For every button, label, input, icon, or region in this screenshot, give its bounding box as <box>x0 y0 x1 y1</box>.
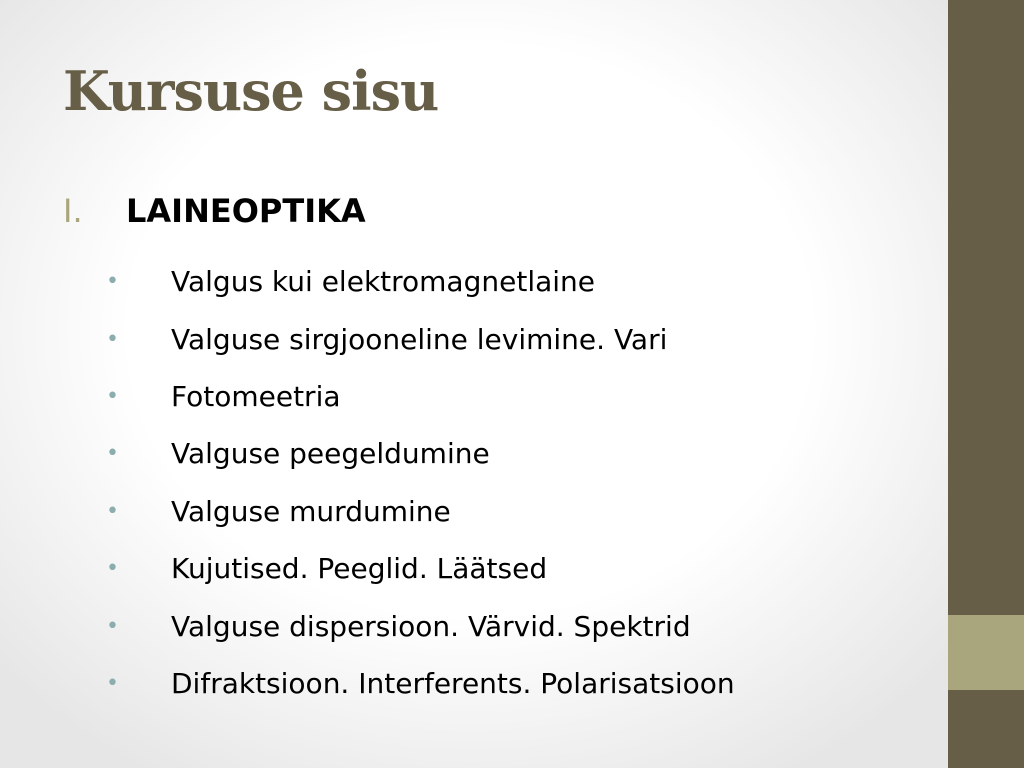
slide-title: Kursuse sisu <box>63 59 439 123</box>
list-item <box>106 368 735 425</box>
list-item-text: Kujutised. Peeglid. Läätsed <box>171 552 548 586</box>
section-numeral: I. <box>63 192 83 230</box>
list-item-text: Valguse peegeldumine <box>171 437 490 471</box>
section-heading <box>63 192 366 230</box>
list-item-text: Valguse murdumine <box>171 494 451 528</box>
list-item <box>106 425 735 482</box>
bullet-icon: • <box>106 441 119 467</box>
list-item <box>106 540 735 597</box>
list-item-text: Valguse dispersioon. Värvid. Spektrid <box>171 609 691 643</box>
bullet-icon: • <box>106 326 119 352</box>
list-item <box>106 483 735 540</box>
bullet-icon: • <box>106 269 119 295</box>
bullet-icon: • <box>106 498 119 524</box>
list-item <box>106 253 735 310</box>
side-accent-block <box>948 615 1024 690</box>
list-item <box>106 310 735 367</box>
topic-list <box>106 253 735 712</box>
list-item <box>106 597 735 654</box>
list-item-text: Difraktsioon. Interferents. Polarisatsioon <box>171 666 735 700</box>
bullet-icon: • <box>106 383 119 409</box>
bullet-icon: • <box>106 613 119 639</box>
list-item-text: Valguse sirgjooneline levimine. Vari <box>171 322 668 356</box>
bullet-icon: • <box>106 670 119 696</box>
list-item <box>106 655 735 712</box>
section-title: LAINEOPTIKA <box>126 192 366 230</box>
list-item-text: Fotomeetria <box>171 379 341 413</box>
list-item-text: Valgus kui elektromagnetlaine <box>171 265 596 299</box>
bullet-icon: • <box>106 556 119 582</box>
